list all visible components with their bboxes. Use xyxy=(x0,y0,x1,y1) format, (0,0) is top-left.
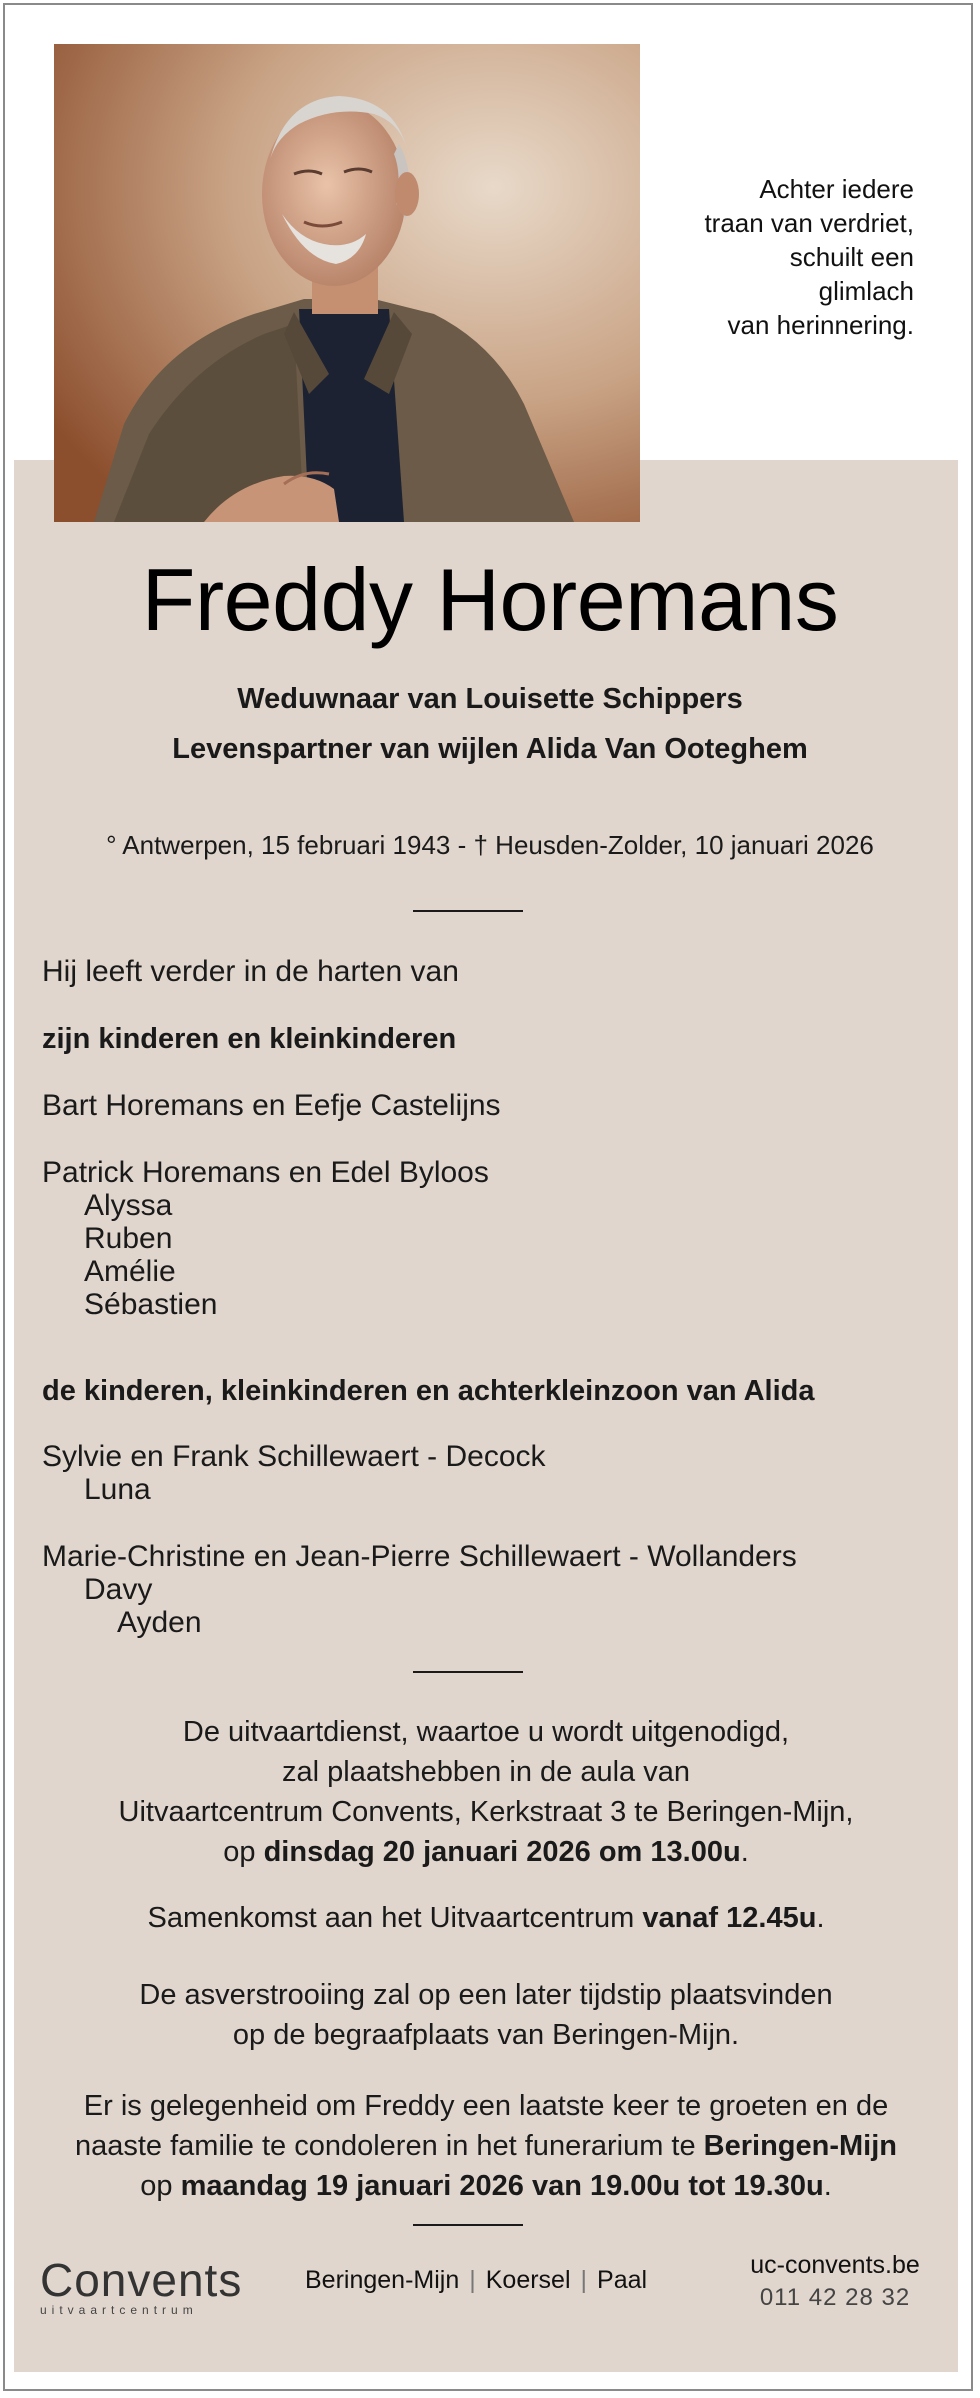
location: Koersel xyxy=(485,2266,571,2294)
viewing-line xyxy=(14,2166,958,2206)
viewing-line xyxy=(14,2126,958,2166)
relation-widower: Weduwnaar van Louisette Schippers xyxy=(237,683,743,715)
viewing-prefix: naaste familie te condoleren in het funerarium te xyxy=(74,2130,704,2162)
viewing-location: Beringen-Mijn xyxy=(703,2130,898,2162)
quote-line: glimlach xyxy=(818,276,914,306)
viewing-line: Er is gelegenheid om Freddy een laatste keer te groeten en de xyxy=(83,2090,889,2122)
gathering-prefix: Samenkomst aan het Uitvaartcentrum xyxy=(147,1902,643,1934)
quote xyxy=(650,172,914,342)
gathering-time: vanaf 12.45u xyxy=(642,1902,817,1934)
divider xyxy=(413,1671,523,1673)
grandchild: Sébastien xyxy=(84,1288,218,1321)
gathering-suffix: . xyxy=(816,1902,825,1934)
family-group-title: de kinderen, kleinkinderen en achterkleinzoon van Alida xyxy=(42,1375,815,1407)
footer-locations xyxy=(305,2266,647,2295)
website-link[interactable]: uc-convents.be xyxy=(750,2251,920,2279)
family-member: Sylvie en Frank Schillewaert - Decock xyxy=(42,1440,546,1473)
location: Beringen-Mijn xyxy=(305,2266,460,2294)
service-line: zal plaatshebben in de aula van xyxy=(282,1756,690,1788)
grandchild: Amélie xyxy=(84,1255,176,1288)
logo-subtitle: uitvaartcentrum xyxy=(40,2303,198,2317)
scattering-line: De asverstrooiing zal op een later tijdstip plaatsvinden xyxy=(139,1979,833,2011)
viewing-date-suffix: . xyxy=(823,2170,832,2202)
family-intro: Hij leeft verder in de harten van xyxy=(42,955,459,988)
separator: | xyxy=(469,2266,476,2294)
viewing-info xyxy=(14,2086,958,2206)
scattering-info xyxy=(14,1975,958,2055)
portrait-photo xyxy=(54,44,640,522)
divider xyxy=(413,2224,523,2226)
separator: | xyxy=(580,2266,588,2294)
service-date-prefix: op xyxy=(223,1836,264,1868)
grandchild: Davy xyxy=(84,1573,153,1606)
quote-line: schuilt een xyxy=(789,242,914,272)
phone-number[interactable]: 011 42 28 32 xyxy=(759,2284,911,2311)
grandchild: Alyssa xyxy=(84,1189,173,1222)
service-info xyxy=(14,1712,958,1872)
viewing-date-prefix: op xyxy=(140,2170,181,2202)
footer-contact xyxy=(735,2248,935,2314)
service-line: De uitvaartdienst, waartoe u wordt uitgenodigd, xyxy=(182,1716,790,1748)
family-group-title: zijn kinderen en kleinkinderen xyxy=(42,1023,457,1055)
service-date-suffix: . xyxy=(740,1836,749,1868)
service-line: Uitvaartcentrum Convents, Kerkstraat 3 te Beringen-Mijn, xyxy=(118,1796,854,1828)
service-date-line xyxy=(14,1832,958,1872)
location: Paal xyxy=(597,2266,648,2294)
quote-line: van herinnering. xyxy=(727,310,914,340)
logo-wordmark: Convents xyxy=(40,2254,243,2306)
family-member: Patrick Horemans en Edel Byloos xyxy=(42,1156,489,1189)
funeral-home-logo xyxy=(40,2255,242,2317)
deceased-name: Freddy Horemans xyxy=(141,550,839,649)
scattering-line: op de begraafplaats van Beringen-Mijn. xyxy=(232,2019,740,2051)
quote-line: traan van verdriet, xyxy=(704,208,914,238)
gathering-line xyxy=(14,1898,958,1938)
grandchild: Luna xyxy=(84,1473,151,1506)
quote-line: Achter iedere xyxy=(759,174,914,204)
service-date: dinsdag 20 januari 2026 om 13.00u xyxy=(263,1836,741,1868)
viewing-date: maandag 19 januari 2026 van 19.00u tot 19.30u xyxy=(180,2170,824,2202)
birth-death-dates: ° Antwerpen, 15 februari 1943 - † Heusden-Zolder, 10 januari 2026 xyxy=(106,830,874,860)
relation-partner: Levenspartner van wijlen Alida Van Ooteghem xyxy=(172,733,808,765)
great-grandchild: Ayden xyxy=(117,1606,202,1639)
grandchild: Ruben xyxy=(84,1222,173,1255)
portrait-illustration xyxy=(54,44,640,522)
divider xyxy=(413,910,523,912)
family-member: Marie-Christine en Jean-Pierre Schillewaert - Wollanders xyxy=(42,1540,797,1573)
family-member: Bart Horemans en Eefje Castelijns xyxy=(42,1089,501,1122)
gathering-info xyxy=(14,1898,958,1938)
